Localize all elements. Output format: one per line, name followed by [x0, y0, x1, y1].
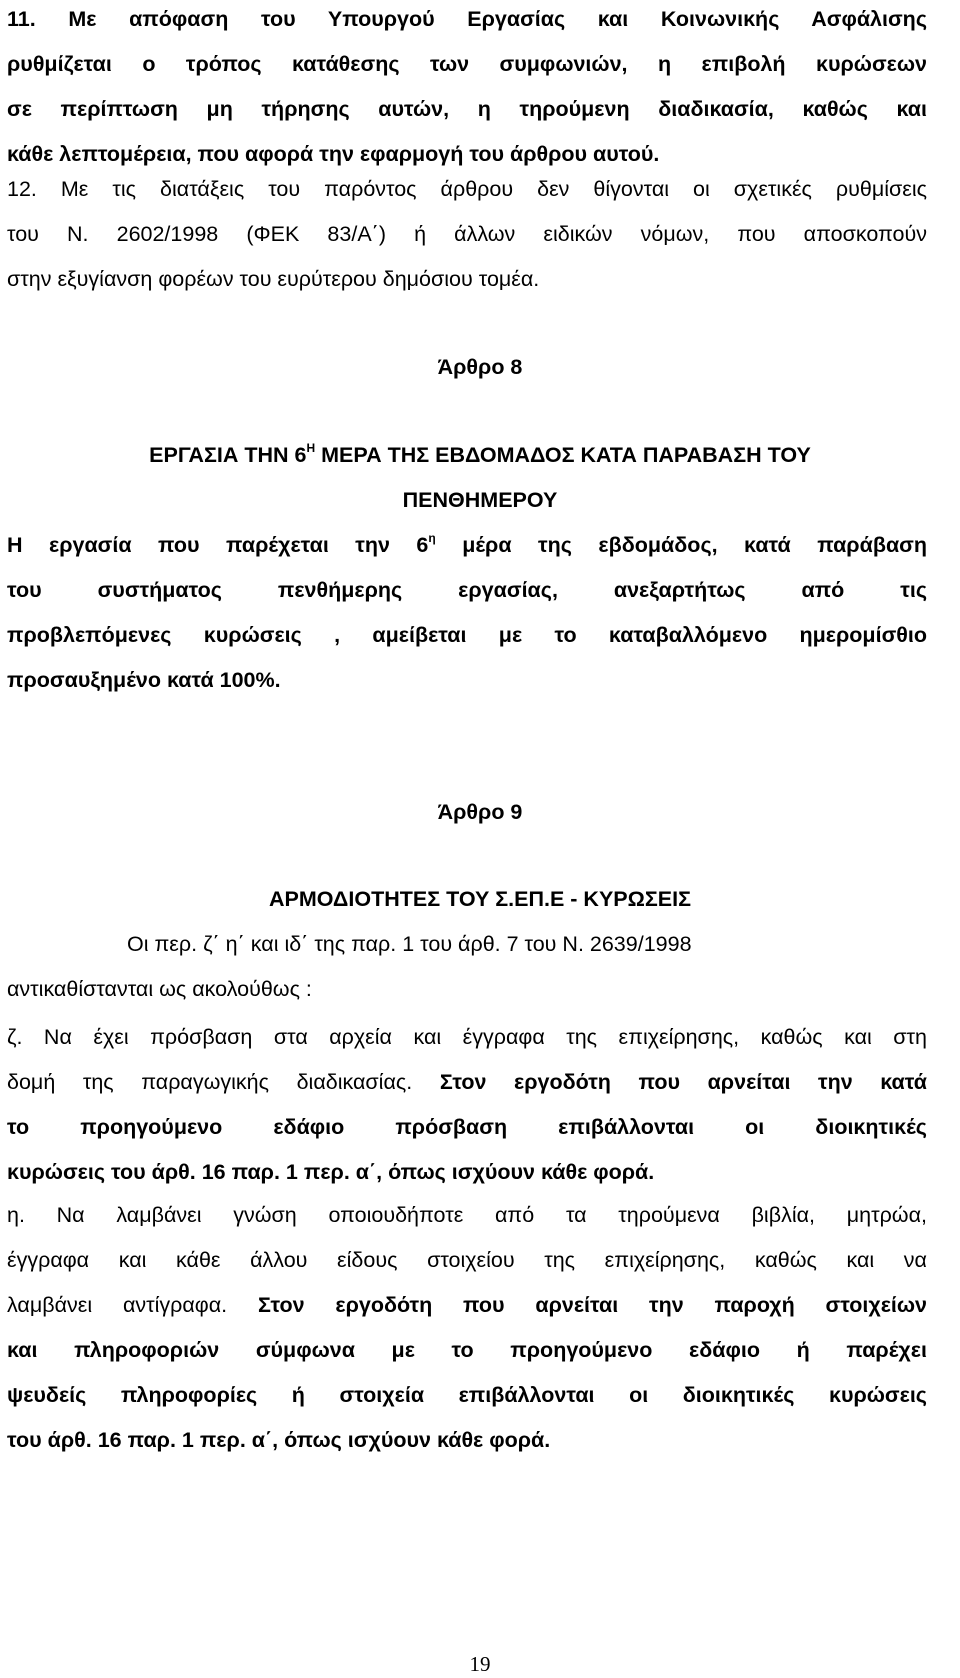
text-line: 11. Με απόφαση του Υπουργού Εργασίας και Κοινωνικής Ασφάλισης [7, 7, 927, 31]
ordinal-superscript: η [428, 530, 436, 545]
text-line: ρυθμίζεται ο τρόπος κατάθεσης των συμφωνιών, η επιβολή κυρώσεων [7, 52, 927, 76]
article-8-title-line-2: ΠΕΝΘΗΜΕΡΟΥ [402, 488, 558, 512]
text-line: κάθε λεπτομέρεια, που αφορά την εφαρμογή του άρθρου αυτού. [7, 142, 660, 166]
text-line [7, 523, 927, 568]
ordinal-superscript: Η [306, 440, 316, 455]
title-text: ΕΡΓΑΣΙΑ ΤΗΝ 6 [149, 443, 307, 467]
article-9-title: ΑΡΜΟΔΙΟΤΗΤΕΣ ΤΟΥ Σ.ΕΠ.Ε - ΚΥΡΩΣΕΙΣ [269, 887, 691, 911]
title-text: ΜΕΡΑ ΤΗΣ ΕΒΔΟΜΑΔΟΣ ΚΑΤΑ ΠΑΡΑΒΑΣΗ ΤΟΥ [315, 443, 811, 467]
paragraph-item-11 [7, 0, 927, 177]
text-line: ζ. Να έχει πρόσβαση στα αρχεία και έγγραφα της επιχείρησης, καθώς και στη [7, 1025, 927, 1049]
text-run-bold: Στον εργοδότη που αρνείται την παροχή στοιχείων [227, 1293, 927, 1317]
article-9-heading: Άρθρο 9 [437, 800, 523, 824]
text-run: λαμβάνει αντίγραφα. [7, 1293, 228, 1317]
text-line: του Ν. 2602/1998 (ΦΕΚ 83/Α΄) ή άλλων ειδικών νόμων, που αποσκοπούν [7, 222, 927, 246]
text-line: και πληροφοριών σύμφωνα με το προηγούμενο εδάφιο ή παρέχει [7, 1338, 927, 1362]
text-line: 12. Με τις διατάξεις του παρόντος άρθρου δεν θίγονται οι σχετικές ρυθμίσεις [7, 177, 927, 201]
text-run: Η εργασία που παρέχεται την 6 [7, 533, 429, 557]
article-8-body [7, 523, 927, 703]
text-line: του συστήματος πενθήμερης εργασίας, ανεξαρτήτως από τις [7, 578, 927, 602]
text-line [7, 1283, 927, 1328]
text-run-bold: Στον εργοδότη που αρνείται την κατά [412, 1070, 927, 1094]
article-8-title [0, 440, 960, 468]
paragraph-item-12 [7, 167, 927, 302]
text-line: προσαυξημένο κατά 100%. [7, 668, 281, 692]
page-number: 19 [469, 1652, 491, 1676]
text-line: του άρθ. 16 παρ. 1 περ. α΄, όπως ισχύουν κάθε φορά. [7, 1428, 551, 1452]
text-line: έγγραφα και κάθε άλλου είδους στοιχείου της επιχείρησης, καθώς και να [7, 1248, 927, 1272]
text-run: δομή της παραγωγικής διαδικασίας. [7, 1070, 413, 1094]
text-line: προβλεπόμενες κυρώσεις , αμείβεται με το καταβαλλόμενο ημερομίσθιο [7, 623, 927, 647]
text-run: μέρα της εβδομάδος, κατά παράβαση [435, 533, 927, 557]
text-line: στην εξυγίανση φορέων του ευρύτερου δημόσιου τομέα. [7, 267, 540, 291]
article-8-heading: Άρθρο 8 [437, 355, 523, 379]
text-line: το προηγούμενο εδάφιο πρόσβαση επιβάλλονται οι διοικητικές [7, 1115, 927, 1139]
paragraph-z [7, 1015, 927, 1195]
paragraph-h [7, 1193, 927, 1463]
text-line: η. Να λαμβάνει γνώση οποιουδήποτε από τα τηρούμενα βιβλία, μητρώα, [7, 1203, 927, 1227]
article-9-intro [7, 922, 927, 1012]
text-line: ψευδείς πληροφορίες ή στοιχεία επιβάλλονται οι διοικητικές κυρώσεις [7, 1383, 927, 1407]
text-line: σε περίπτωση μη τήρησης αυτών, η τηρούμενη διαδικασία, καθώς και [7, 97, 927, 121]
text-line: αντικαθίστανται ως ακολούθως : [7, 977, 312, 1001]
text-line: Οι περ. ζ΄ η΄ και ιδ΄ της παρ. 1 του άρθ. 7 του Ν. 2639/1998 [127, 932, 692, 956]
text-line: κυρώσεις του άρθ. 16 παρ. 1 περ. α΄, όπως ισχύουν κάθε φορά. [7, 1160, 655, 1184]
text-line [7, 1060, 927, 1105]
